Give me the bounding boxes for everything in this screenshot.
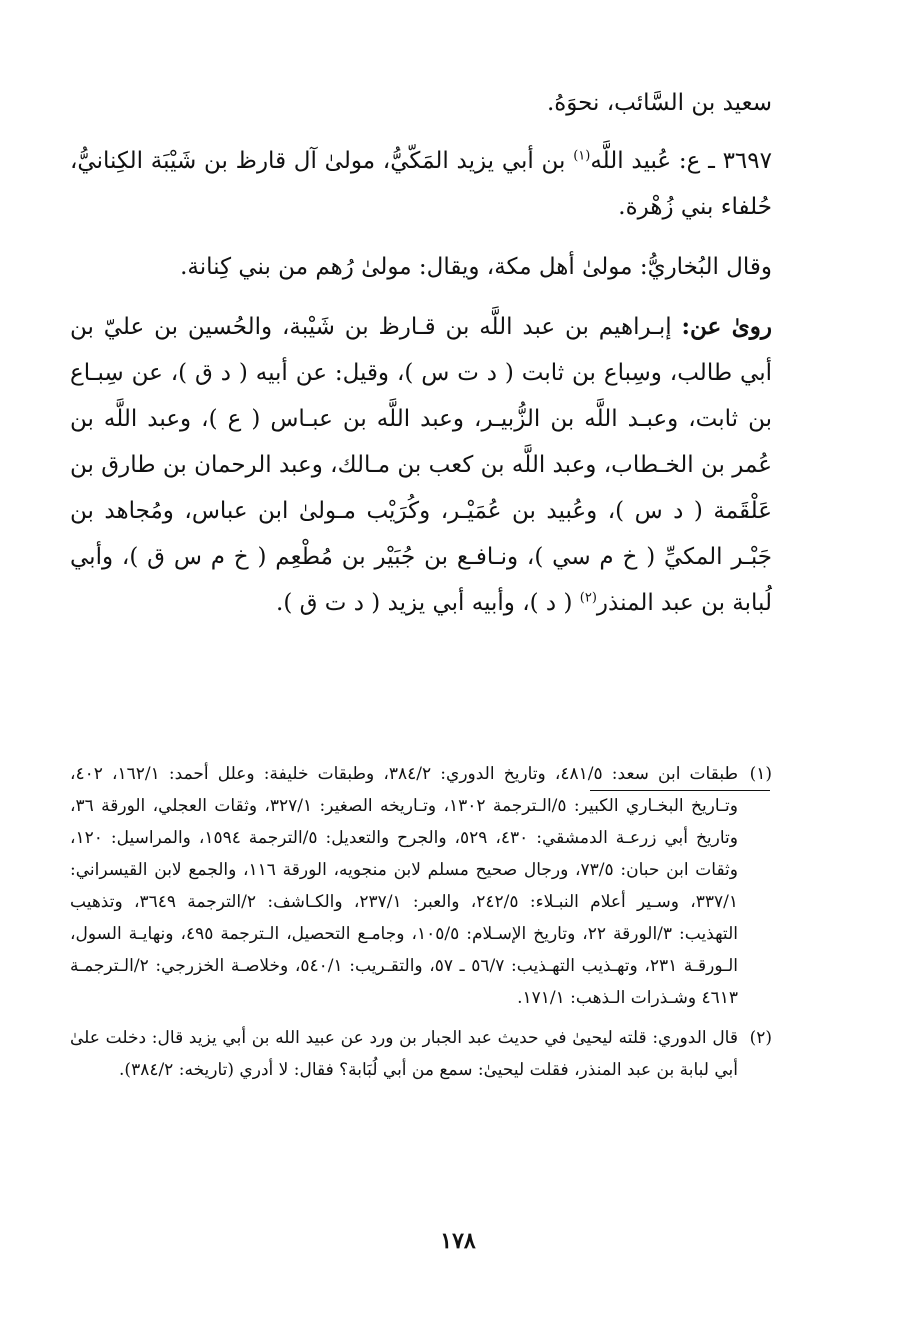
narrators-list: إبـراهيم بن عبد اللَّه بن قـارظ بن شَيْبة، والحُسين بن عليّ بن أبي طالب، وسِباع بن ثابت ( د ت س )، وقيل: عن أبيه ( د ق )، عن سِبـاع بن ثابت، وعبـد اللَّه بن الزُّبيـر، وعبد اللَّه بن عبـاس ( ع )، وعبد اللَّه بن عُمر بن الخـطاب، وعبد اللَّه بن كعب بن مـالك، وعبد الرحمان بن طارق بن عَلْقَمة ( د س )، وعُبيد بن عُمَيْـر، وكُرَيْب مـولىٰ ابن عباس، ومُجاهد بن جَبْـر المكيِّ ( خ م سي )، ونـافـع بن جُبَيْر بن مُطْعِم ( خ م س ق )، وأبي لُبابة بن عبد المنذر <box>70 314 772 616</box>
footnote-2 <box>70 1022 772 1086</box>
footnote-text: طبقات ابن سعد: ٤٨١/٥، وتاريخ الدوري: ٣٨٤/٢، وطبقات خليفة: وعلل أحمد: ١٦٢/١، ٤٠٢، وتـاريخ البخـاري الكبير: ٥/الـترجمة ١٣٠٢، وتـاريخه الصغير: ٣٢٧/١، وثقات العجلي، الورقة ٣٦، وتاريخ أبي زرعـة الدمشقي: ٤٣٠، ٥٢٩، والجرح والتعديل: ٥/الترجمة ١٥٩٤، والمراسيل: ١٢٠، وثقات ابن حبان: ٧٣/٥، ورجال صحيح مسلم لابن منجويه، الورقة ١١٦، والجمع لابن القيسراني: ٣٣٧/١، وسـير أعلام النبـلاء: ٢٤٢/٥، والعبر: ٢٣٧/١، والكـاشف: ٢/الترجمة ٣٦٤٩، وتذهيب التهذيب: ٣/الورقة ٢٢، وتاريخ الإسـلام: ١٠٥/٥، وجامـع التحصيل، الـترجمة ٤٩٥، ونهايـة السول، الـورقـة ٢٣١، وتهـذيب التهـذيب: ٥٦/٧ ـ ٥٧، والتقـريب: ٥٤٠/١، وخلاصـة الخزرجي: ٢/الـترجمـة ٤٦١٣ وشـذرات الـذهب: ١٧١/١. <box>70 764 739 1008</box>
narrated-from-paragraph <box>70 304 772 626</box>
footnote-number: (١) <box>749 764 772 784</box>
entry-name: ٣٦٩٧ ـ ع: عُبيد اللَّه <box>590 148 772 174</box>
entry-description: بن أبي يزيد المَكّيُّ، مولىٰ آل قارظ بن شَيْبَة الكِنانيُّ، حُلفاء بني زُهْرة. <box>70 148 772 220</box>
footnote-ref-2[interactable]: (٢) <box>579 590 597 606</box>
footnote-number: (٢) <box>749 1028 772 1048</box>
entry-header <box>70 138 772 230</box>
bukhari-quote: وقال البُخاريُّ: مولىٰ أهل مكة، ويقال: مولىٰ رُهم من بني كِنانة. <box>180 254 772 280</box>
narrated-from-label: روىٰ عن: <box>681 313 773 340</box>
narrators-list-end: ( د )، وأبيه أبي يزيد ( د ت ق ). <box>276 590 580 616</box>
page-number: ١٧٨ <box>440 1228 476 1254</box>
footnote-1 <box>70 758 772 1014</box>
footnotes <box>70 758 772 1094</box>
intro-line: سعيد بن السَّائب، نحوَهُ. <box>546 90 772 116</box>
main-text <box>70 80 772 640</box>
footnote-ref-1[interactable]: (١) <box>573 148 591 164</box>
footnote-text: قال الدوري: قلته ليحيىٰ في حديث عبد الجبار بن ورد عن عبيد الله بن أبي يزيد قال: دخلت علىٰ أبي لبابة بن عبد المنذر، فقلت ليحيىٰ: سمع من أبي لُبَابة؟ فقال: لا أدري (تاريخه: ٣٨٤/٢). <box>70 1028 738 1080</box>
